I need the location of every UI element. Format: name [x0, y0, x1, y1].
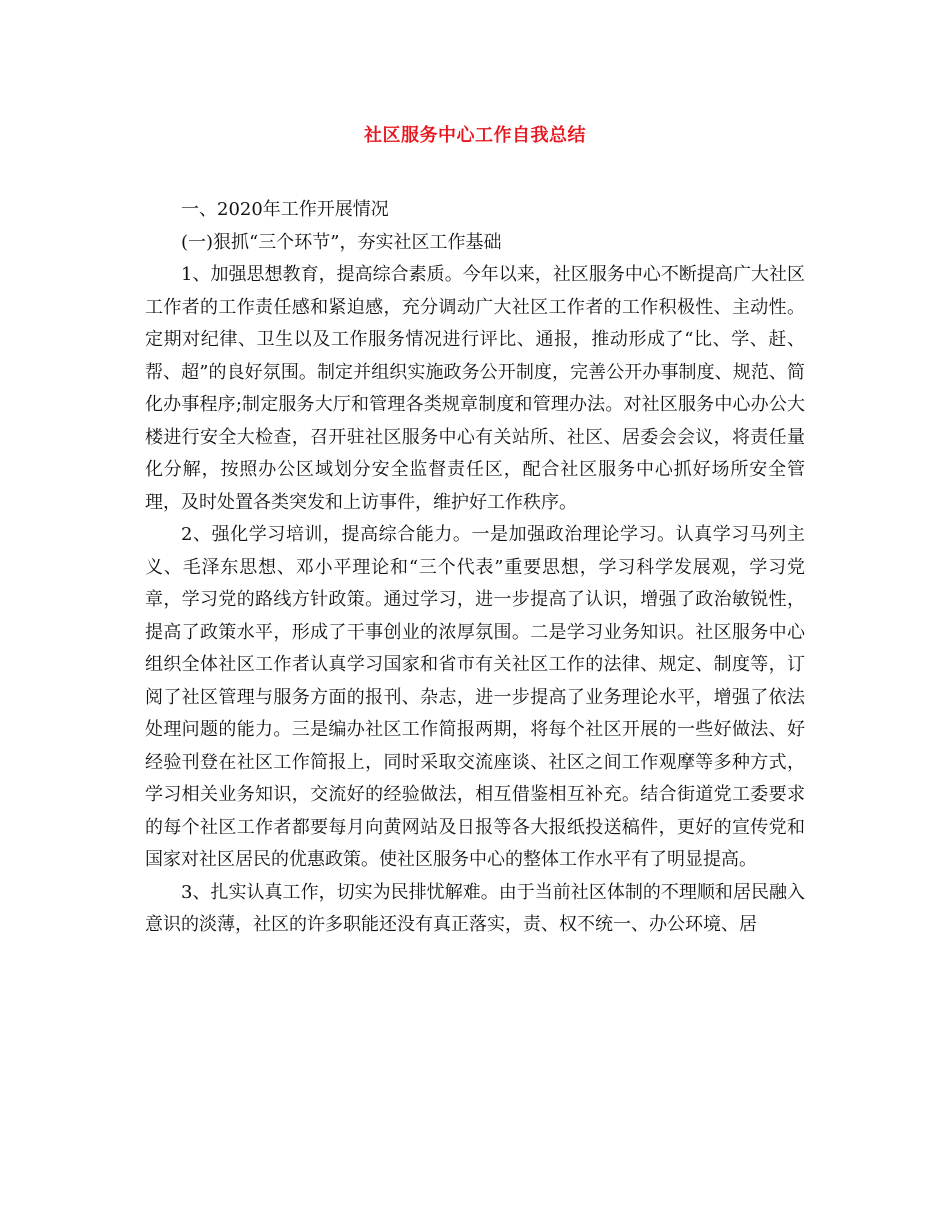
section-heading: 一、2020年工作开展情况 [181, 199, 389, 220]
subsection-heading: (一)狠抓“三个环节”，夯实社区工作基础 [181, 231, 502, 253]
paragraph-2: 2、强化学习培训，提高综合能力。一是加强政治理论学习。认真学习马列主义、毛泽东思想、邓小平理论和“三个代表”重要思想，学习科学发展观，学习党章，学习党的路线方针政策。通过学习，进一步提高了认识，增强了政治敏锐性，提高了政策水平，形成了干事创业的浓厚氛围。二是学习业务知识。社区服务中心组织全体社区工作者认真学习国家和省市有关社区工作的法律、规定、制度等，订阅了社区管理与服务方面的报刊、杂志，进一步提高了业务理论水平，增强了依法处理问题的能力。三是编办社区工作简报两期，将每个社区开展的一些好做法、好经验刊登在社区工作简报上，同时采取交流座谈、社区之间工作观摩等多种方式，学习相关业务知识，交流好的经验做法，相互借鉴相互补充。结合街道党工委要求的每个社区工作者都要每月向黄网站及日报等各大报纸投送稿件，更好的宣传党和国家对社区居民的优惠政策。使社区服务中心的整体工作水平有了明显提高。 [145, 524, 805, 870]
document-body [145, 194, 805, 942]
paragraph-3: 3、扎实认真工作，切实为民排忧解难。由于当前社区体制的不理顺和居民融入意识的淡薄，社区的许多职能还没有真正落实，责、权不统一、办公环境、居 [145, 881, 805, 935]
paragraph-1: 1、加强思想教育，提高综合素质。今年以来，社区服务中心不断提高广大社区工作者的工作责任感和紧迫感，充分调动广大社区工作者的工作积极性、主动性。定期对纪律、卫生以及工作服务情况进行评比、通报，推动形成了“比、学、赶、帮、超”的良好氛围。制定并组织实施政务公开制度，完善公开办事制度、规范、简化办事程序;制定服务大厅和管理各类规章制度和管理办法。对社区服务中心办公大楼进行安全大检查，召开驻社区服务中心有关站所、社区、居委会会议，将责任量化分解，按照办公区域划分安全监督责任区，配合社区服务中心抓好场所安全管理，及时处置各类突发和上访事件，维护好工作秩序。 [145, 264, 805, 513]
document-title: 社区服务中心工作自我总结 [364, 125, 586, 146]
